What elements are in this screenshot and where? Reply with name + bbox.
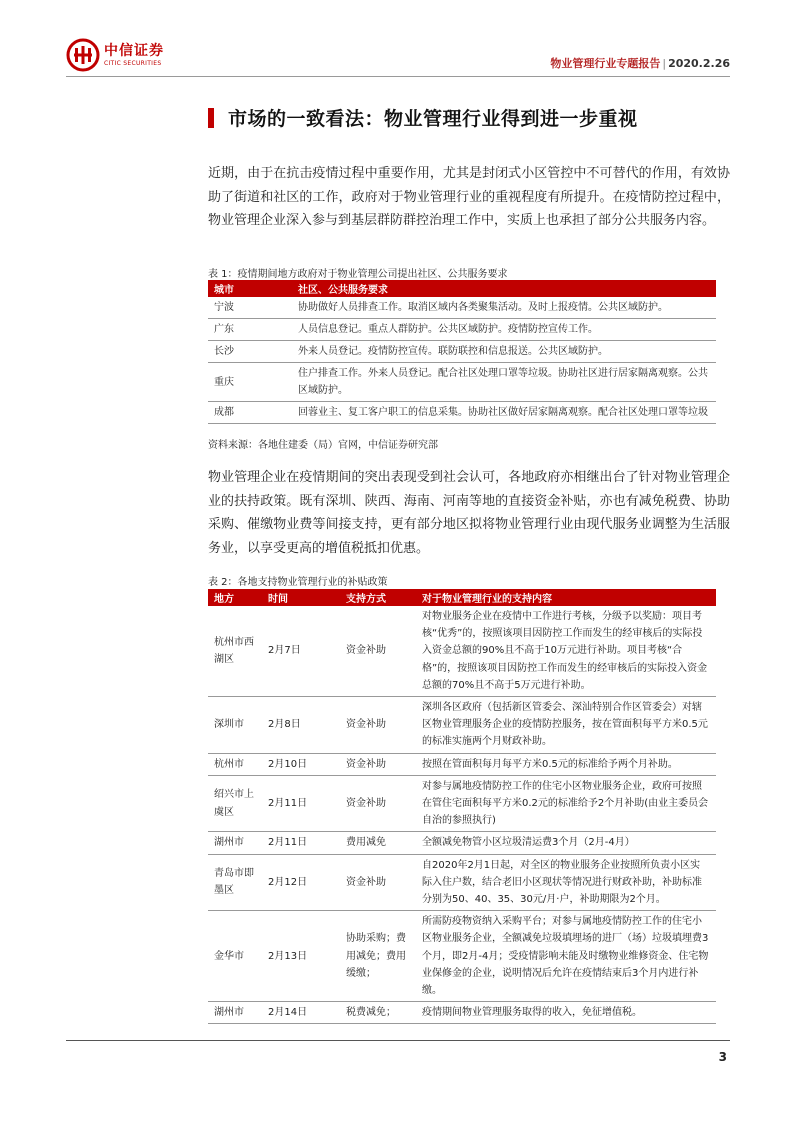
table-row — [208, 319, 716, 341]
cell-support-content: 对参与属地疫情防控工作的住宅小区物业服务企业，政府可按照在管住宅面积每平方米0.2元的标准给予2个月补助(由业主委员会自治的参照执行) — [416, 775, 716, 832]
cell-requirements: 外来人员登记。疫情防控宣传。联防联控和信息报送。公共区域防护。 — [292, 341, 716, 363]
cell-date: 2月12日 — [262, 854, 340, 911]
paragraph-support-policies: 物业管理企业在疫情期间的突出表现受到社会认可，各地政府亦相继出台了针对物业管理企业的扶持政策。既有深圳、陕西、海南、河南等地的直接资金补贴，亦也有减免税费、协助采购、催缴物业费等间接支持，更有部分地区拟将物业管理行业由现代服务业调整为生活服务业，以享受更高的增值税抵扣优惠。 — [208, 470, 730, 556]
cell-support-type: 税费减免； — [340, 1002, 416, 1024]
cell-region: 青岛市即墨区 — [208, 854, 262, 911]
cell-date: 2月14日 — [262, 1002, 340, 1024]
cell-region: 杭州市 — [208, 753, 262, 775]
table-community-requirements — [208, 280, 716, 424]
cell-date: 2月11日 — [262, 775, 340, 832]
table-row — [208, 402, 716, 424]
table-row — [208, 606, 716, 697]
cell-region: 杭州市西湖区 — [208, 606, 262, 697]
cell-requirements: 回蓉业主、复工客户职工的信息采集。协助社区做好居家隔离观察。配合社区处理口罩等垃圾 — [292, 402, 716, 424]
table-row — [208, 775, 716, 832]
cell-city: 广东 — [208, 319, 292, 341]
cell-date: 2月13日 — [262, 911, 340, 1002]
cell-region: 金华市 — [208, 911, 262, 1002]
cell-date: 2月7日 — [262, 606, 340, 697]
table-row — [208, 697, 716, 754]
logo-chinese-name: 中信证券 — [104, 43, 164, 59]
header-cell-city: 城市 — [208, 280, 292, 297]
header-divider — [66, 76, 730, 77]
cell-city: 宁波 — [208, 297, 292, 319]
table-header-row — [208, 589, 716, 606]
header-cell-region: 地方 — [208, 589, 262, 606]
report-type: 物业管理行业专题报告 — [550, 57, 661, 70]
table-row — [208, 1002, 716, 1024]
section-heading — [208, 104, 638, 131]
cell-support-type: 资金补助 — [340, 854, 416, 911]
table1-source: 资料来源：各地住建委（局）官网，中信证券研究部 — [208, 440, 438, 451]
report-info — [550, 55, 730, 71]
paragraph-intro: 近期，由于在抗击疫情过程中重要作用，尤其是封闭式小区管控中不可替代的作用，有效协助了街道和社区的工作，政府对于物业管理行业的重视程度有所提升。在疫情防控过程中，物业管理企业深入参与到基层群防群控治理工作中，实质上也承担了部分公共服务内容。 — [208, 166, 730, 228]
cell-support-type: 资金补助 — [340, 753, 416, 775]
cell-city: 重庆 — [208, 363, 292, 402]
page-number: 3 — [718, 1050, 727, 1064]
cell-region: 湖州市 — [208, 1002, 262, 1024]
table-row — [208, 363, 716, 402]
cell-requirements: 人员信息登记。重点人群防护。公共区域防护。疫情防控宣传工作。 — [292, 319, 716, 341]
table-subsidy-policies — [208, 589, 716, 1024]
cell-support-type: 协助采购；费用减免；费用缓缴； — [340, 911, 416, 1002]
header-cell-requirements: 社区、公共服务要求 — [292, 280, 716, 297]
cell-support-type: 资金补助 — [340, 775, 416, 832]
logo-english-name: CITIC SECURITIES — [104, 60, 162, 67]
citic-logo — [66, 38, 164, 72]
cell-support-content: 对物业服务企业在疫情中工作进行考核，分级予以奖励：项目考核“优秀”的，按照该项目因防控工作而发生的经审核后的实际投入资金总额的90%且不高于10万元进行补助。项目考核“合格”的，按照该项目因防控工作而发生的经审核后的实际投入资金总额的70%且不高于5万元进行补助。 — [416, 606, 716, 697]
cell-date: 2月8日 — [262, 697, 340, 754]
citic-logo-icon — [66, 38, 100, 72]
cell-requirements: 住户排查工作。外来人员登记。配合社区处理口罩等垃圾。协助社区进行居家隔离观察。公共区域防护。 — [292, 363, 716, 402]
report-date: 2020.2.26 — [668, 57, 730, 70]
table1-caption: 表 1：疫情期间地方政府对于物业管理公司提出社区、公共服务要求 — [208, 269, 508, 280]
header-cell-support-content: 对于物业管理行业的支持内容 — [416, 589, 716, 606]
cell-support-content: 深圳各区政府（包括新区管委会、深汕特别合作区管委会）对辖区物业管理服务企业的疫情防控服务，按在管面积每平方米0.5元的标准实施两个月财政补助。 — [416, 697, 716, 754]
header-cell-date: 时间 — [262, 589, 340, 606]
cell-city: 成都 — [208, 402, 292, 424]
cell-region: 绍兴市上虞区 — [208, 775, 262, 832]
cell-support-type: 费用减免 — [340, 832, 416, 854]
table-header-row — [208, 280, 716, 297]
cell-region: 深圳市 — [208, 697, 262, 754]
table-row — [208, 854, 716, 911]
cell-date: 2月10日 — [262, 753, 340, 775]
cell-support-type: 资金补助 — [340, 606, 416, 697]
cell-date: 2月11日 — [262, 832, 340, 854]
cell-city: 长沙 — [208, 341, 292, 363]
table-row — [208, 297, 716, 319]
cell-support-content: 自2020年2月1日起，对全区的物业服务企业按照所负责小区实际入住户数，结合老旧小区现状等情况进行财政补助，补助标准分别为50、40、35、30元/月·户，补助期限为2个月。 — [416, 854, 716, 911]
footer-divider — [66, 1040, 730, 1041]
cell-region: 湖州市 — [208, 832, 262, 854]
header-cell-support-type: 支持方式 — [340, 589, 416, 606]
cell-support-content: 疫情期间物业管理服务取得的收入，免征增值税。 — [416, 1002, 716, 1024]
cell-support-content: 所需防疫物资纳入采购平台；对参与属地疫情防控工作的住宅小区物业服务企业，全额减免垃圾填埋场的进厂（场）垃圾填埋费3个月，即2月-4月；受疫情影响未能及时缴物业维修资金、住宅物业保修金的企业，说明情况后允许在疫情结束后3个月内进行补缴。 — [416, 911, 716, 1002]
table-row — [208, 341, 716, 363]
cell-support-type: 资金补助 — [340, 697, 416, 754]
cell-support-content: 全额减免物管小区垃圾清运费3个月（2月-4月） — [416, 832, 716, 854]
cell-support-content: 按照在管面积每月每平方米0.5元的标准给予两个月补助。 — [416, 753, 716, 775]
table-row — [208, 753, 716, 775]
table-row — [208, 911, 716, 1002]
page-header — [66, 38, 730, 74]
table2-caption: 表 2：各地支持物业管理行业的补贴政策 — [208, 577, 388, 588]
header-separator: | — [662, 57, 667, 70]
title-accent-bar — [208, 108, 214, 128]
table-row — [208, 832, 716, 854]
section-title: 市场的一致看法：物业管理行业得到进一步重视 — [228, 108, 638, 130]
cell-requirements: 协助做好人员排查工作。取消区域内各类聚集活动。及时上报疫情。公共区域防护。 — [292, 297, 716, 319]
